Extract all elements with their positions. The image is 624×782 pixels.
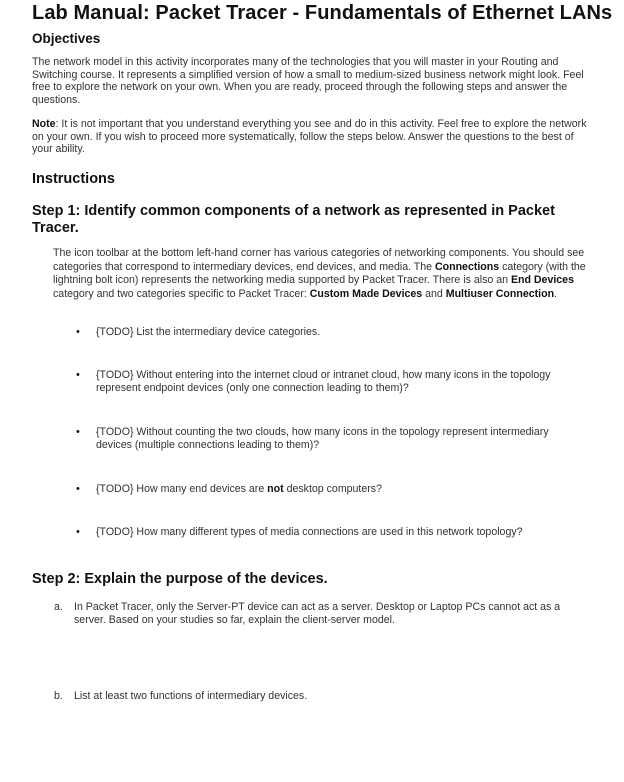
custom-made-devices-term: Custom Made Devices [309,287,423,300]
question-text-emphasis: not [267,483,284,495]
step1-text-3: category and two categories specific to Packet Tracer: [53,287,310,300]
item-label: a. [54,601,63,613]
instructions-heading: Instructions [32,171,115,187]
bullet-icon: • [76,369,80,381]
bullet-icon: • [76,483,80,495]
bullet-icon: • [76,526,80,538]
note-label: Note [32,118,56,130]
step1-text-2: category (with the lightning bolt icon) represents the networking media supported by Packet Tracer. There is also an [53,260,586,287]
objectives-paragraph: The network model in this activity incorporates many of the technologies that you will master in your Routing and Switching course. It represents a simplified version of how a small to medium-sized business network might look. Feel free to explore the network on your own. When you are ready, proceed through the following steps and answer the questions. [32,56,584,106]
question-text [96,483,576,496]
bullet-icon: • [76,426,80,438]
question-text: {TODO} Without counting the two clouds, how many icons in the topology represent intermediary devices (multiple connections leading to them)? [96,426,549,451]
connections-term: Connections [434,260,500,273]
question-text: {TODO} How many different types of media connections are used in this network topology? [96,526,523,538]
note-text: : It is not important that you understand everything you see and do in this activity. Feel free to explore the network on your own. If you wish to proceed more systematically, follow the steps below. Answer the questions to the best of your ability. [32,118,587,156]
question-text: {TODO} List the intermediary device categories. [96,326,321,338]
step2-heading: Step 2: Explain the purpose of the devices. [32,571,328,587]
page-title: Lab Manual: Packet Tracer - Fundamentals of Ethernet LANs [32,2,613,24]
step1-text-1: The icon toolbar at the bottom left-hand corner has various categories of networking components. You should see categories that correspond to intermediary devices, end devices, and media. The [53,247,585,273]
bullet-icon: • [76,326,80,338]
question-text-pre: {TODO} How many end devices are [96,483,268,495]
step1-text-5: . [554,287,557,300]
multiuser-connection-term: Multiuser Connection [445,287,555,300]
step1-paragraph [53,247,598,301]
item-label: b. [54,690,63,702]
objectives-heading: Objectives [32,31,101,46]
item-text: In Packet Tracer, only the Server-PT device can act as a server. Desktop or Laptop PCs cannot act as a server. Based on your studies so far, explain the client-server model. [74,601,561,626]
question-text: {TODO} Without entering into the internet cloud or intranet cloud, how many icons in the topology represent endpoint devices (only one connection leading to them)? [96,369,551,394]
end-devices-term: End Devices [510,274,574,287]
question-text-post: desktop computers? [283,483,382,495]
step1-heading: Step 1: Identify common components of a network as represented in Packet Tracer. [32,203,555,236]
item-text: List at least two functions of intermediary devices. [74,690,308,702]
step1-text-4: and [422,287,446,300]
note-paragraph [32,118,592,156]
